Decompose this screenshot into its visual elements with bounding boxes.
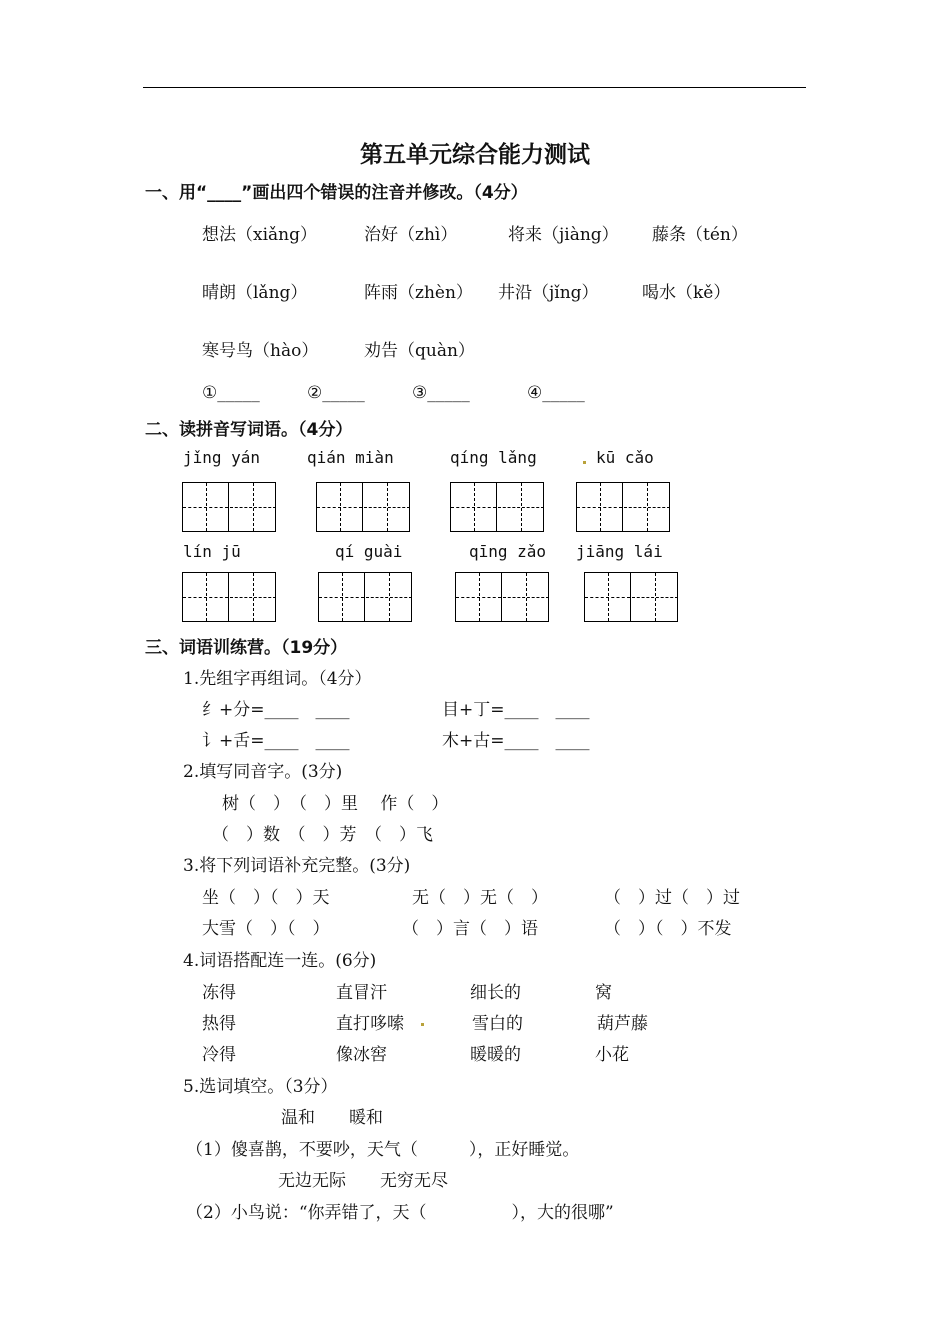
answer-blank[interactable]: ③_____ [412,383,470,403]
question-label: 4.词语搭配连一连。(6分) [183,951,377,971]
match-word[interactable]: 暖暖的 [470,1045,521,1065]
writing-grid[interactable] [584,572,678,622]
pinyin-label: qíng lǎng [450,448,537,467]
word-formation[interactable]: 讠+舌=____ ____ [202,731,350,751]
match-word[interactable]: 葫芦藤 [597,1014,648,1034]
section-2-heading: 二、读拼音写词语。（4分） [145,420,353,440]
idiom-blank[interactable]: （ ）言（ ）语 [402,919,538,939]
question-label: 5.选词填空。（3分） [183,1077,338,1097]
writing-grid[interactable] [450,482,544,532]
question-label: 1.先组字再组词。（4分） [183,669,372,689]
question-label: 2.填写同音字。(3分) [183,762,343,782]
match-word[interactable]: 小花 [595,1045,629,1065]
pinyin-item: 将来（jiàng） [508,225,619,245]
fill-sentence[interactable]: （1）傻喜鹊，不要吵，天气（ ），正好睡觉。 [186,1140,580,1160]
speck-mark [583,461,586,464]
writing-grid[interactable] [318,572,412,622]
answer-blank[interactable]: ④_____ [527,383,585,403]
pinyin-item: 劝告（quàn） [364,341,475,361]
page-title: 第五单元综合能力测试 [360,142,590,168]
idiom-blank[interactable]: （ ）（ ）不发 [604,919,732,939]
idiom-blank[interactable]: （ ）过（ ）过 [604,888,740,908]
idiom-blank[interactable]: 坐（ ）（ ）天 [202,888,330,908]
idiom-blank[interactable]: 大雪（ ）（ ） [202,919,330,939]
pinyin-label: qí guài [335,542,403,561]
pinyin-label: lín jū [183,542,241,561]
word-options: 无边无际 无穷无尽 [278,1171,448,1191]
answer-blank[interactable]: ②_____ [307,383,365,403]
homophone-line[interactable]: （ ）数 （ ）芳 （ ）飞 [212,825,433,845]
word-formation[interactable]: 目+丁=____ ____ [442,700,590,720]
match-word[interactable]: 直打哆嗦 [336,1014,404,1034]
writing-grid[interactable] [455,572,549,622]
answer-blank[interactable]: ①_____ [202,383,260,403]
pinyin-label: qián miàn [307,448,394,467]
match-word[interactable]: 雪白的 [472,1014,523,1034]
homophone-line[interactable]: 树（ ） （ ）里 作（ ） [222,794,449,814]
writing-grid[interactable] [182,482,276,532]
pinyin-item: 藤条（tén） [652,225,748,245]
question-label: 3.将下列词语补充完整。(3分) [183,856,411,876]
word-options: 温和 暖和 [281,1108,383,1128]
match-word[interactable]: 直冒汗 [336,983,387,1003]
match-word[interactable]: 像冰窖 [336,1045,387,1065]
word-formation[interactable]: 木+古=____ ____ [442,731,590,751]
header-rule [143,87,806,88]
match-word[interactable]: 窝 [595,983,612,1003]
writing-grid[interactable] [182,572,276,622]
pinyin-item: 阵雨（zhèn） [364,283,473,303]
word-formation[interactable]: 纟+分=____ ____ [202,700,350,720]
pinyin-label: jiāng lái [576,542,663,561]
pinyin-label: qīng zǎo [469,542,547,561]
writing-grid[interactable] [576,482,670,532]
writing-grid[interactable] [316,482,410,532]
section-1-heading: 一、用“____”画出四个错误的注音并修改。（4分） [145,183,528,203]
pinyin-item: 井沿（jǐng） [498,283,599,303]
pinyin-item: 晴朗（lǎng） [202,283,308,303]
section-3-heading: 三、词语训练营。（19分） [145,638,348,658]
match-word[interactable]: 热得 [202,1014,236,1034]
pinyin-item: 治好（zhì） [364,225,458,245]
pinyin-label: kū cǎo [596,448,654,467]
match-word[interactable]: 细长的 [470,983,521,1003]
fill-sentence[interactable]: （2）小鸟说：“你弄错了，天（ ），大的很哪” [186,1203,614,1223]
pinyin-item: 喝水（kě） [642,283,731,303]
pinyin-item: 想法（xiǎng） [202,225,317,245]
match-word[interactable]: 冷得 [202,1045,236,1065]
pinyin-item: 寒号鸟（hào） [202,341,319,361]
idiom-blank[interactable]: 无（ ）无（ ） [412,888,548,908]
speck-mark [421,1023,424,1026]
match-word[interactable]: 冻得 [202,983,236,1003]
pinyin-label: jǐng yán [183,448,261,467]
